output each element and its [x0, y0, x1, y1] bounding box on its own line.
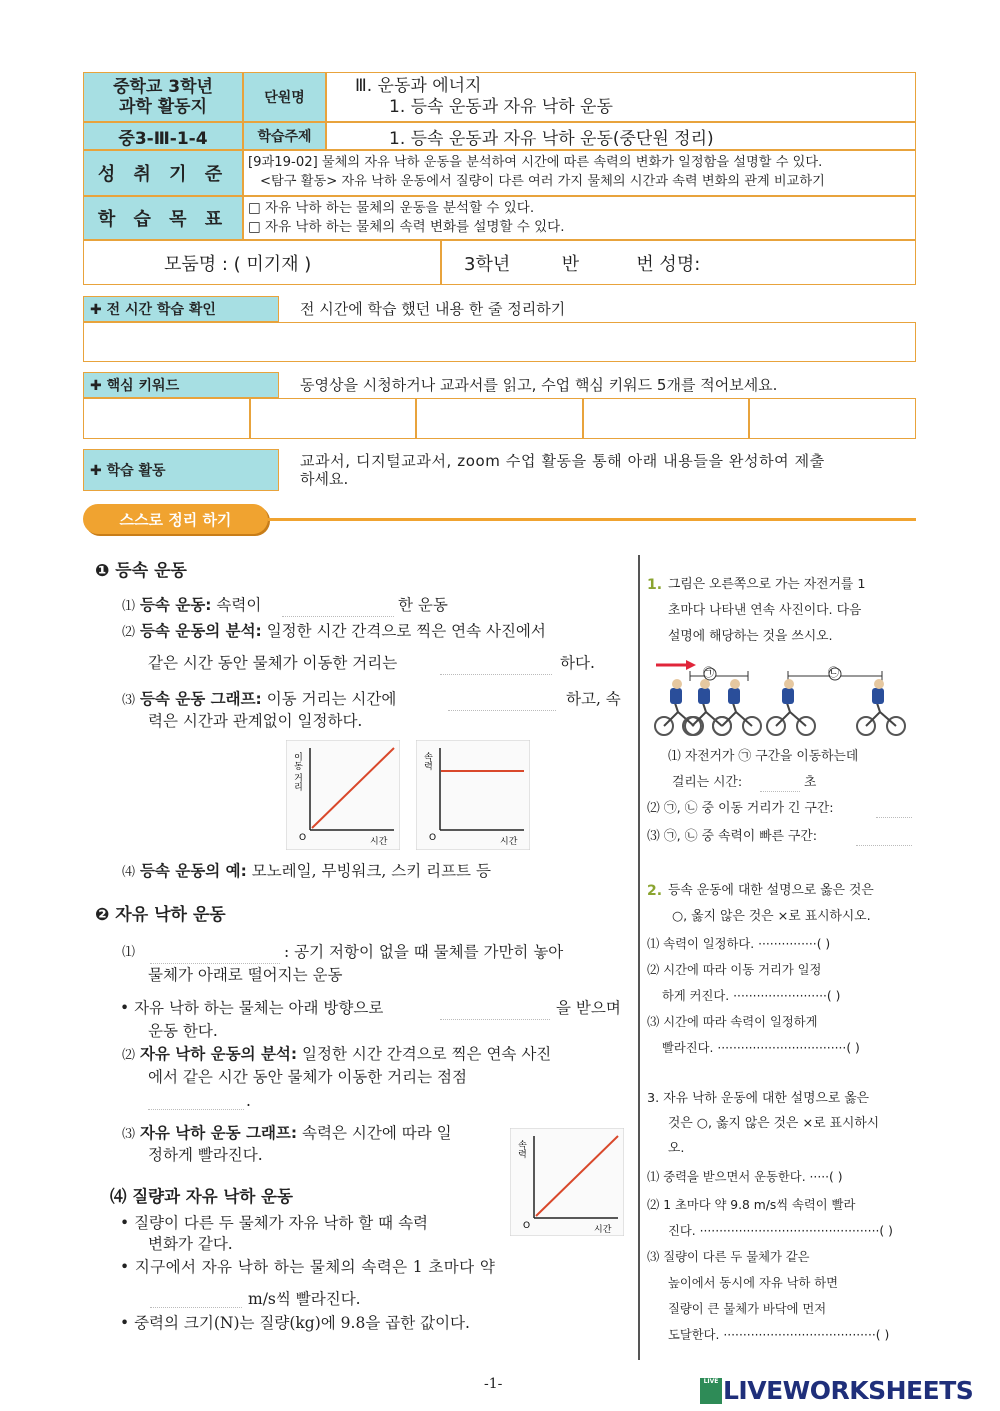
item-text: 정하게 빨라진다.: [148, 1146, 263, 1164]
y-label: 이동 거리: [292, 752, 302, 791]
x-label: 시간: [370, 837, 388, 847]
banner-line: [268, 518, 916, 521]
section-mark-1: ㉠: [703, 666, 714, 679]
item-text-end: 하다.: [560, 654, 595, 672]
item-text: 이동 거리는 시간에: [266, 690, 397, 708]
keyword-input-5[interactable]: [749, 398, 916, 439]
unit-line1: Ⅲ. 운동과 에너지: [355, 76, 482, 96]
item-text: : 공기 저항이 없을 때 물체를 가만히 놓아: [284, 943, 564, 961]
question3-part2: ⑵ 1 초마다 약 9.8 m/s씩 속력이 빨라: [647, 1198, 856, 1212]
keyword-input-1[interactable]: [83, 398, 250, 439]
activity-desc-2: 하세요.: [300, 470, 349, 488]
bicycle-rider-5: [857, 679, 905, 735]
item-text-end: 하고, 속: [566, 690, 621, 708]
topic-text: 1. 등속 운동과 자유 낙하 운동(중단원 정리): [326, 122, 916, 150]
blank-increasing-distance[interactable]: [148, 1088, 244, 1110]
unit-name: [326, 72, 916, 122]
question2-part2-answer[interactable]: 하게 커진다. ························( ): [662, 989, 841, 1003]
question3-part1[interactable]: ⑴ 중력을 받으면서 운동한다. ·····( ): [647, 1170, 843, 1184]
goal-2: □ 자유 낙하 하는 물체의 속력 변화를 설명할 수 있다.: [248, 219, 565, 235]
topic-label: 학습주제: [243, 122, 326, 150]
bicycle-rider-1: [655, 679, 703, 735]
review-desc: 전 시간에 학습 했던 내용 한 줄 정리하기: [300, 300, 566, 318]
distance-time-graph: [286, 740, 400, 850]
question1-unit: 초: [804, 775, 817, 790]
question2-line: ○, 옳지 않은 것은 ×로 표시하시오.: [672, 909, 871, 924]
section-mark-2: ㉡: [828, 666, 839, 679]
item-number: ⑴: [122, 945, 136, 960]
blank-uniform-graph[interactable]: [448, 687, 556, 711]
origin-label: O: [523, 1221, 531, 1231]
activity-tab: ✚ 학습 활동: [83, 449, 279, 491]
question2-line: 등속 운동에 대한 설명으로 옳은 것은: [668, 883, 874, 898]
blank-gravity[interactable]: [440, 996, 550, 1020]
bicycle-rider-4: [767, 679, 815, 735]
question1-line: 설명에 해당하는 것을 쓰시오.: [668, 629, 833, 644]
item-bold: 등속 운동의 분석:: [139, 622, 262, 640]
item-number: ⑶: [122, 693, 136, 708]
bullet-text-end: 을 받으며: [556, 999, 621, 1017]
keyword-input-4[interactable]: [583, 398, 749, 439]
bullet-text: • 지구에서 자유 낙하 하는 물체의 속력은 1 초마다 약: [120, 1258, 496, 1276]
item-bold: 등속 운동 그래프:: [139, 690, 262, 708]
question2-part3-answer[interactable]: 빨라진다. ·································( ): [662, 1041, 860, 1055]
item-text: 일정한 시간 간격으로 찍은 연속 사진에서: [266, 622, 546, 640]
item-number: ⑵: [122, 625, 136, 640]
blank-uniform-distance[interactable]: [440, 651, 552, 675]
question3-part3-line: 질량이 큰 물체가 바닥에 먼저: [668, 1302, 827, 1316]
student-name-field[interactable]: 3학년 반 번 성명:: [441, 240, 916, 285]
answer-q1-2[interactable]: [876, 798, 912, 818]
review-tab: ✚ 전 시간 학습 확인: [83, 296, 279, 322]
y-label: 속력: [516, 1140, 526, 1158]
item-text: 력은 시간과 관계없이 일정하다.: [148, 712, 363, 730]
goals-text: [243, 196, 916, 240]
bullet-text-end: m/s씩 빨라진다.: [248, 1290, 361, 1308]
item-text-end: 한 운동: [398, 596, 448, 614]
question1-part3: ⑶ ㉠, ㉡ 중 속력이 빠른 구간:: [647, 829, 818, 844]
section2-title: ❷ 자유 낙하 운동: [95, 905, 226, 925]
keyword-input-3[interactable]: [416, 398, 583, 439]
item-text: 물체가 아래로 떨어지는 운동: [148, 966, 343, 984]
sheet-text: 과학 활동지: [118, 97, 208, 117]
question3-line: 오.: [668, 1141, 685, 1156]
section1-title: ❶ 등속 운동: [95, 561, 187, 581]
question2-part2: ⑵ 시간에 따라 이동 거리가 일정: [647, 963, 822, 977]
question3-line: 3. 자유 낙하 운동에 대한 설명으로 옳은: [647, 1091, 870, 1106]
liveworksheets-logo-icon: LIVE: [700, 1378, 722, 1404]
mass-free-fall-title: ⑷ 질량과 자유 낙하 운동: [110, 1187, 293, 1206]
unit-label: 단원명: [243, 72, 326, 122]
x-label: 시간: [500, 837, 518, 847]
blank-free-fall-term[interactable]: [150, 940, 280, 964]
question3-part3-answer[interactable]: 도달한다. ·······································( ): [668, 1328, 890, 1342]
item-text: 같은 시간 동안 물체가 이동한 거리는: [148, 654, 398, 672]
question3-line: 것은 ○, 옳지 않은 것은 ×로 표시하시: [668, 1116, 880, 1131]
bullet-text: 변화가 같다.: [148, 1235, 233, 1253]
bicycle-rider-2: [683, 679, 731, 735]
arrow-head-icon: [686, 660, 696, 670]
item-text: 모노레일, 무빙워크, 스키 리프트 등: [251, 862, 491, 880]
origin-label: O: [299, 833, 307, 843]
code-label: 중3-Ⅲ-1-4: [83, 122, 243, 150]
question1-line: 초마다 나타낸 연속 사진이다. 다음: [668, 603, 862, 618]
liveworksheets-brand[interactable]: LIVEWORKSHEETS: [723, 1376, 974, 1405]
group-name-field[interactable]: 모둠명 : ( 미기재 ): [83, 240, 441, 285]
keyword-input-2[interactable]: [250, 398, 416, 439]
answer-q1-3[interactable]: [856, 826, 912, 846]
item-text-end: .: [246, 1092, 251, 1110]
blank-uniform-speed[interactable]: [282, 593, 394, 617]
origin-label: O: [429, 833, 437, 843]
item-number: ⑴: [122, 599, 136, 614]
bullet-text: • 자유 낙하 하는 물체는 아래 방향으로: [120, 999, 384, 1017]
item-text: 일정한 시간 간격으로 찍은 연속 사진: [302, 1045, 552, 1063]
review-input[interactable]: [83, 322, 916, 362]
page-number: -1-: [484, 1376, 503, 1392]
achievement-text: [243, 150, 916, 196]
item-number: ⑷: [122, 865, 136, 880]
question1-number: 1.: [647, 577, 663, 593]
item-bold: 등속 운동:: [139, 596, 212, 614]
question3-part3: ⑶ 질량이 다른 두 물체가 같은: [647, 1250, 810, 1264]
goals-label: 학 습 목 표: [83, 196, 243, 240]
free-fall-speed-graph: [510, 1128, 624, 1236]
item-number: ⑵: [122, 1048, 136, 1063]
item-number: ⑶: [122, 1127, 136, 1142]
question1-part2: ⑵ ㉠, ㉡ 중 이동 거리가 긴 구간:: [647, 801, 834, 816]
keywords-desc: 동영상을 시청하거나 교과서를 읽고, 수업 핵심 키워드 5개를 적어보세요.: [300, 376, 778, 394]
school-text: 중학교 3학년: [113, 77, 213, 97]
keywords-tab: ✚ 핵심 키워드: [83, 372, 279, 398]
question1-line: 그림은 오른쪽으로 가는 자전거를 1: [668, 577, 866, 592]
unit-line2: 1. 등속 운동과 자유 낙하 운동: [389, 97, 613, 117]
column-divider: [638, 555, 640, 1360]
item-bold: 자유 낙하 운동의 분석:: [139, 1045, 298, 1063]
bicycle-rider-3: [713, 679, 761, 735]
bicycle-photo-sequence: [652, 656, 914, 738]
bullet-text: • 중력의 크기(N)는 질량(kg)에 9.8을 곱한 값이다.: [120, 1314, 470, 1332]
question2-part1[interactable]: ⑴ 속력이 일정하다. ···············( ): [647, 937, 831, 951]
achievement-label: 성 취 기 준: [83, 150, 243, 196]
question1-part1: ⑴ 자전거가 ㉠ 구간을 이동하는데: [668, 749, 859, 764]
blank-acceleration[interactable]: [150, 1286, 242, 1308]
item-text: 에서 같은 시간 동안 물체가 이동한 거리는 점점: [148, 1068, 467, 1086]
question3-part2-answer[interactable]: 진다. ··············································( ): [668, 1224, 893, 1238]
y-label: 속력: [422, 752, 432, 770]
achievement-line1: [9과19-02] 물체의 자유 낙하 운동을 분석하여 시간에 따른 속력의 변화가 일정함을 설명할 수 있다.: [248, 155, 823, 170]
question2-part3: ⑶ 시간에 따라 속력이 일정하게: [647, 1015, 818, 1029]
question1-part1-label: 걸리는 시간:: [672, 775, 743, 790]
goal-1: □ 자유 낙하 하는 물체의 운동을 분석할 수 있다.: [248, 200, 535, 216]
answer-q1-1[interactable]: [760, 772, 800, 792]
x-label: 시간: [594, 1225, 612, 1235]
item-bold: 등속 운동의 예:: [139, 862, 247, 880]
bullet-text: 운동 한다.: [148, 1022, 218, 1040]
self-summary-banner: 스스로 정리 하기: [83, 504, 268, 534]
item-bold: 자유 낙하 운동 그래프:: [139, 1124, 298, 1142]
achievement-line2: <탐구 활동> 자유 낙하 운동에서 질량이 다른 여러 가지 물체의 시간과 속력 변화의 관계 비교하기: [260, 174, 825, 189]
item-text: 속력은 시간에 따라 일: [302, 1124, 452, 1142]
question3-part3-line: 높이에서 동시에 자유 낙하 하면: [668, 1276, 839, 1290]
question2-number: 2.: [647, 883, 663, 899]
bullet-text: • 질량이 다른 두 물체가 자유 낙하 할 때 속력: [120, 1214, 429, 1232]
item-text: 속력이: [216, 596, 262, 614]
speed-time-graph: [416, 740, 530, 850]
school-label: [83, 72, 243, 122]
activity-desc-1: 교과서, 디지털교과서, zoom 수업 활동을 통해 아래 내용들을 완성하여 제출: [300, 452, 825, 470]
